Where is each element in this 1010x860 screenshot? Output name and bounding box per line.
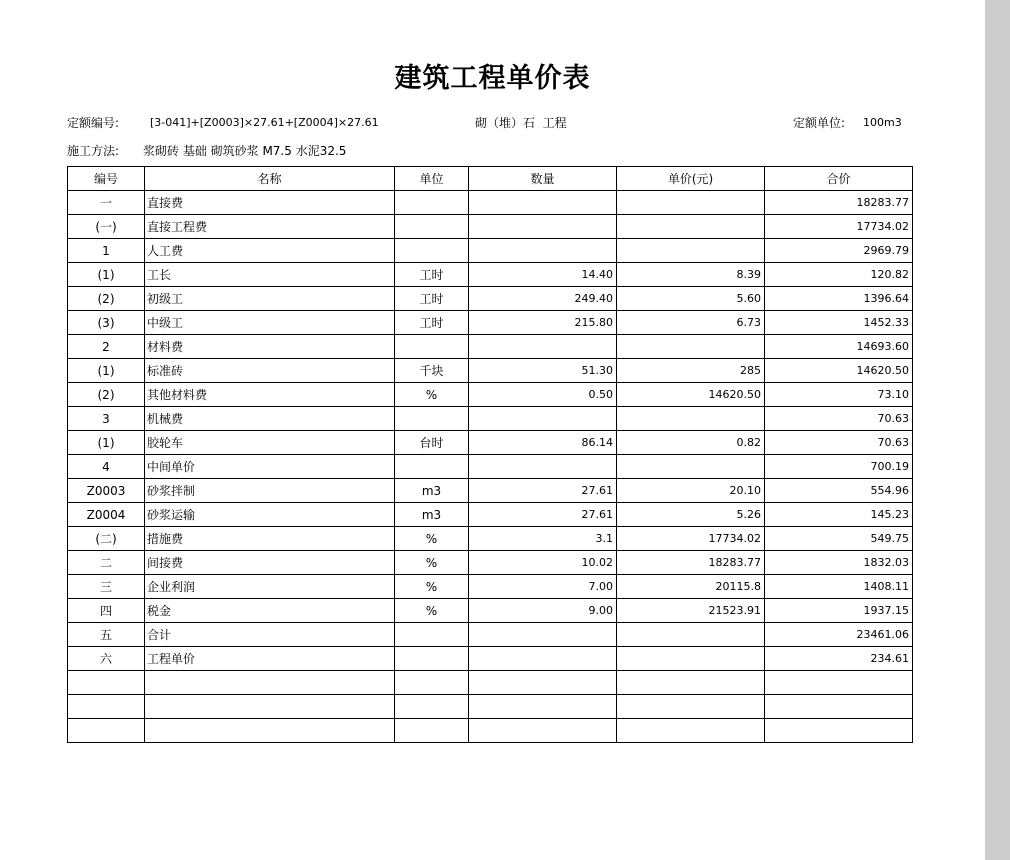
cell-unit-price xyxy=(617,407,765,431)
cell-unit xyxy=(395,407,469,431)
cell-quantity xyxy=(469,695,617,719)
cell-code: (二) xyxy=(68,527,145,551)
cell-unit: 工时 xyxy=(395,263,469,287)
table-row xyxy=(68,479,913,503)
cell-total: 1408.11 xyxy=(765,575,913,599)
cell-name xyxy=(145,671,395,695)
cell-unit: % xyxy=(395,575,469,599)
cell-unit: % xyxy=(395,383,469,407)
quota-unit-value: 100m3 xyxy=(863,116,902,129)
cell-name: 中级工 xyxy=(145,311,395,335)
table-row xyxy=(68,623,913,647)
cell-unit-price: 6.73 xyxy=(617,311,765,335)
column-header-unit-price: 单价(元) xyxy=(617,167,765,191)
cell-quantity: 27.61 xyxy=(469,503,617,527)
cell-name: 中间单价 xyxy=(145,455,395,479)
cell-total xyxy=(765,671,913,695)
cell-code: 1 xyxy=(68,239,145,263)
cell-unit-price xyxy=(617,191,765,215)
cell-unit xyxy=(395,623,469,647)
cell-unit-price: 0.82 xyxy=(617,431,765,455)
cell-total: 73.10 xyxy=(765,383,913,407)
table-row xyxy=(68,311,913,335)
cell-unit-price: 5.26 xyxy=(617,503,765,527)
cell-unit-price: 18283.77 xyxy=(617,551,765,575)
cell-unit xyxy=(395,239,469,263)
cell-total: 1452.33 xyxy=(765,311,913,335)
cell-unit-price: 285 xyxy=(617,359,765,383)
cell-quantity: 51.30 xyxy=(469,359,617,383)
table-row xyxy=(68,599,913,623)
table-row xyxy=(68,407,913,431)
cell-quantity xyxy=(469,671,617,695)
cell-unit-price: 20115.8 xyxy=(617,575,765,599)
cell-unit-price xyxy=(617,239,765,263)
cell-code: (1) xyxy=(68,431,145,455)
cell-code: 3 xyxy=(68,407,145,431)
cell-total: 120.82 xyxy=(765,263,913,287)
cell-unit-price xyxy=(617,719,765,743)
cell-quantity: 3.1 xyxy=(469,527,617,551)
cell-unit xyxy=(395,335,469,359)
table-body xyxy=(68,191,913,743)
cell-code: (2) xyxy=(68,383,145,407)
cell-total: 18283.77 xyxy=(765,191,913,215)
cell-code: 一 xyxy=(68,191,145,215)
cell-quantity xyxy=(469,623,617,647)
cell-unit: % xyxy=(395,599,469,623)
cell-total: 554.96 xyxy=(765,479,913,503)
table-row xyxy=(68,263,913,287)
table-row xyxy=(68,455,913,479)
cell-quantity: 215.80 xyxy=(469,311,617,335)
cell-code: (1) xyxy=(68,359,145,383)
column-header-total: 合价 xyxy=(765,167,913,191)
cell-unit xyxy=(395,215,469,239)
cell-code xyxy=(68,695,145,719)
cell-quantity: 0.50 xyxy=(469,383,617,407)
cell-total: 700.19 xyxy=(765,455,913,479)
cell-name: 直接费 xyxy=(145,191,395,215)
cell-code: (一) xyxy=(68,215,145,239)
cell-quantity: 14.40 xyxy=(469,263,617,287)
cell-code: Z0003 xyxy=(68,479,145,503)
page-title: 建筑工程单价表 xyxy=(394,63,591,94)
cell-name: 合计 xyxy=(145,623,395,647)
cell-total: 14693.60 xyxy=(765,335,913,359)
table-row xyxy=(68,215,913,239)
table-row xyxy=(68,671,913,695)
cell-unit xyxy=(395,191,469,215)
cell-total: 1832.03 xyxy=(765,551,913,575)
cell-quantity: 86.14 xyxy=(469,431,617,455)
cell-code: 四 xyxy=(68,599,145,623)
cell-total: 1937.15 xyxy=(765,599,913,623)
cell-name: 人工费 xyxy=(145,239,395,263)
cell-name xyxy=(145,719,395,743)
cell-name: 胶轮车 xyxy=(145,431,395,455)
cell-unit xyxy=(395,671,469,695)
cell-unit: m3 xyxy=(395,479,469,503)
cell-code: 三 xyxy=(68,575,145,599)
cell-name: 砂浆运输 xyxy=(145,503,395,527)
cell-total: 145.23 xyxy=(765,503,913,527)
cell-unit: 千块 xyxy=(395,359,469,383)
table-row xyxy=(68,191,913,215)
cell-unit-price: 14620.50 xyxy=(617,383,765,407)
cell-quantity xyxy=(469,335,617,359)
cell-quantity xyxy=(469,647,617,671)
cell-code: 五 xyxy=(68,623,145,647)
cell-unit-price: 21523.91 xyxy=(617,599,765,623)
vertical-scrollbar[interactable] xyxy=(985,0,1010,860)
cell-total xyxy=(765,719,913,743)
table-row xyxy=(68,239,913,263)
table-row xyxy=(68,527,913,551)
cell-name: 间接费 xyxy=(145,551,395,575)
table-row xyxy=(68,359,913,383)
cell-name: 工程单价 xyxy=(145,647,395,671)
table-row xyxy=(68,383,913,407)
cell-name: 直接工程费 xyxy=(145,215,395,239)
cell-total: 70.63 xyxy=(765,407,913,431)
column-header-unit: 单位 xyxy=(395,167,469,191)
cell-unit: % xyxy=(395,527,469,551)
table-header-row xyxy=(68,167,913,191)
cell-total: 14620.50 xyxy=(765,359,913,383)
table-row xyxy=(68,335,913,359)
cell-code: 二 xyxy=(68,551,145,575)
cell-name: 措施费 xyxy=(145,527,395,551)
table-row xyxy=(68,431,913,455)
cell-code: (3) xyxy=(68,311,145,335)
cell-quantity xyxy=(469,191,617,215)
table-row xyxy=(68,695,913,719)
quota-code-value: [3-041]+[Z0003]×27.61+[Z0004]×27.61 xyxy=(150,116,379,129)
cell-unit-price xyxy=(617,623,765,647)
cell-unit-price xyxy=(617,671,765,695)
cell-name: 税金 xyxy=(145,599,395,623)
cell-name: 材料费 xyxy=(145,335,395,359)
cell-unit: 工时 xyxy=(395,287,469,311)
cell-total: 17734.02 xyxy=(765,215,913,239)
table-row xyxy=(68,287,913,311)
cell-unit-price xyxy=(617,647,765,671)
table-row xyxy=(68,551,913,575)
cell-quantity: 249.40 xyxy=(469,287,617,311)
cell-unit-price xyxy=(617,695,765,719)
cell-unit-price xyxy=(617,455,765,479)
table-row xyxy=(68,719,913,743)
cell-code: 六 xyxy=(68,647,145,671)
cell-quantity xyxy=(469,407,617,431)
column-header-quantity: 数量 xyxy=(469,167,617,191)
cell-total xyxy=(765,695,913,719)
cell-unit: 台时 xyxy=(395,431,469,455)
cell-name: 砂浆拌制 xyxy=(145,479,395,503)
cell-quantity: 7.00 xyxy=(469,575,617,599)
cell-quantity: 10.02 xyxy=(469,551,617,575)
cell-total: 2969.79 xyxy=(765,239,913,263)
cell-unit: 工时 xyxy=(395,311,469,335)
table-row xyxy=(68,647,913,671)
cell-total: 234.61 xyxy=(765,647,913,671)
cell-unit: m3 xyxy=(395,503,469,527)
cell-code xyxy=(68,719,145,743)
quota-unit-label: 定额单位: xyxy=(793,116,846,130)
cell-total: 549.75 xyxy=(765,527,913,551)
cell-name: 企业利润 xyxy=(145,575,395,599)
quota-code-label: 定额编号: xyxy=(67,116,120,130)
cell-name: 工长 xyxy=(145,263,395,287)
cell-code: Z0004 xyxy=(68,503,145,527)
cell-unit xyxy=(395,695,469,719)
cell-quantity: 9.00 xyxy=(469,599,617,623)
cell-unit xyxy=(395,647,469,671)
cell-code: (1) xyxy=(68,263,145,287)
cell-quantity xyxy=(469,455,617,479)
column-header-code: 编号 xyxy=(68,167,145,191)
cell-quantity: 27.61 xyxy=(469,479,617,503)
cell-name: 初级工 xyxy=(145,287,395,311)
cell-unit: % xyxy=(395,551,469,575)
cell-unit-price xyxy=(617,335,765,359)
cell-name: 标准砖 xyxy=(145,359,395,383)
cell-code: 4 xyxy=(68,455,145,479)
cell-unit xyxy=(395,455,469,479)
cell-quantity xyxy=(469,215,617,239)
cell-total: 70.63 xyxy=(765,431,913,455)
cell-unit-price: 20.10 xyxy=(617,479,765,503)
column-header-name: 名称 xyxy=(145,167,395,191)
cell-quantity xyxy=(469,719,617,743)
unit-price-table xyxy=(67,166,913,743)
cell-name: 其他材料费 xyxy=(145,383,395,407)
cell-name: 机械费 xyxy=(145,407,395,431)
cell-total: 1396.64 xyxy=(765,287,913,311)
cell-unit-price: 17734.02 xyxy=(617,527,765,551)
construction-method-value: 浆砌砖 基础 砌筑砂浆 M7.5 水泥32.5 xyxy=(143,144,347,158)
cell-code xyxy=(68,671,145,695)
cell-quantity xyxy=(469,239,617,263)
table-row xyxy=(68,503,913,527)
cell-total: 23461.06 xyxy=(765,623,913,647)
cell-code: (2) xyxy=(68,287,145,311)
cell-unit xyxy=(395,719,469,743)
cell-unit-price: 5.60 xyxy=(617,287,765,311)
construction-method-label: 施工方法: xyxy=(67,144,120,158)
table-row xyxy=(68,575,913,599)
work-type-label: 砌（堆）石 工程 xyxy=(475,116,567,130)
cell-code: 2 xyxy=(68,335,145,359)
cell-unit-price xyxy=(617,215,765,239)
cell-unit-price: 8.39 xyxy=(617,263,765,287)
cell-name xyxy=(145,695,395,719)
